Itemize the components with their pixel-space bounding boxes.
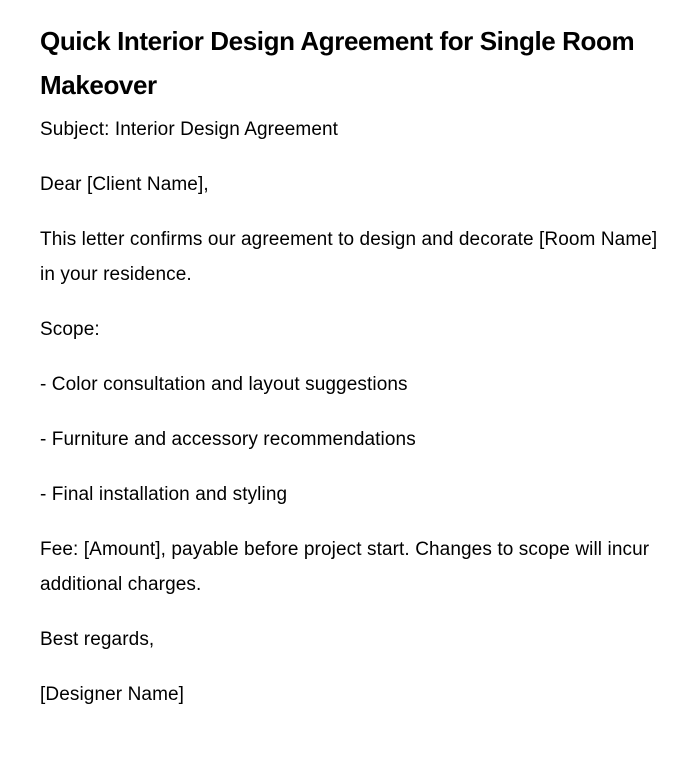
signature: [Designer Name]: [40, 684, 185, 705]
document-title: Quick Interior Design Agreement for Single Room Makeover: [40, 26, 635, 100]
salutation: Dear [Client Name],: [40, 174, 209, 195]
closing: Best regards,: [40, 629, 155, 650]
intro-paragraph: This letter confirms our agreement to design and decorate [Room Name] in your residence.: [40, 229, 658, 285]
subject-line: Subject: Interior Design Agreement: [40, 119, 339, 140]
fee-paragraph: Fee: [Amount], payable before project start. Changes to scope will incur additional charges.: [40, 539, 650, 595]
scope-item: - Color consultation and layout suggestions: [40, 374, 408, 395]
scope-heading: Scope:: [40, 319, 100, 340]
scope-item: - Final installation and styling: [40, 484, 288, 505]
scope-item: - Furniture and accessory recommendations: [40, 429, 416, 450]
